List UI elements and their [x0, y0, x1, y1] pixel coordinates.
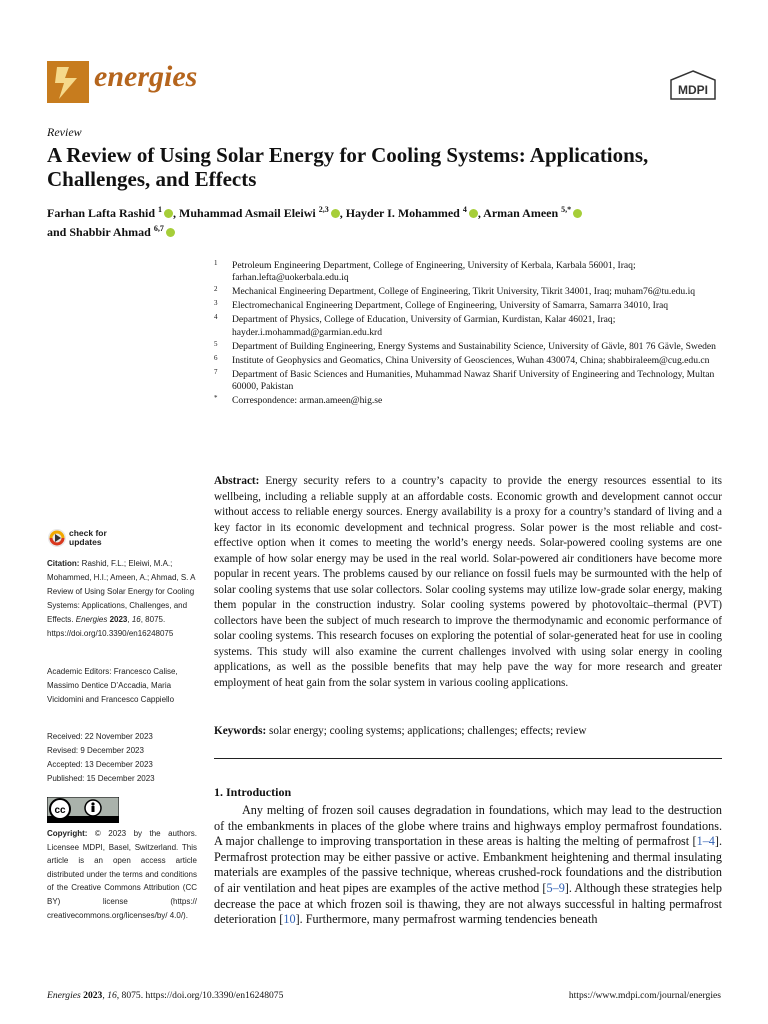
affiliation-number: * — [214, 394, 218, 403]
footer-volume: 16 — [107, 990, 117, 1001]
intro-text: ]. Although these strategies help decrease the pace at which frozen soil is thawing, they are not always successful in halting permafrost deterioration [ — [214, 880, 723, 927]
orcid-icon[interactable] — [469, 209, 478, 218]
energies-logo-icon — [47, 61, 89, 103]
copyright-label: Copyright: — [47, 829, 88, 838]
footer-journal: Energies — [47, 990, 81, 1001]
intro-text: Any melting of frozen soil causes degradation in foundations, which may lead to the destruction of the embankments in places of the globe where trains and highways employ permafrost foundations. A major challenge to improving transportation in these areas is halting the melting of permafrost [ — [214, 803, 722, 849]
author-affiliation-sup: 5,* — [561, 205, 572, 214]
author-name: Shabbir Ahmad $^{6,7}$ — [69, 225, 175, 239]
citation-year: 2023 — [109, 615, 128, 624]
orcid-icon[interactable] — [164, 209, 173, 218]
keywords-label: Keywords: — [214, 725, 267, 737]
copyright-text: © 2023 by the authors. Licensee MDPI, Basel, Switzerland. This article is an open access article distributed under the terms and conditions of the Creative Commons Attribution (CC BY) license (https:// creativecommons.org/licenses/by/ 4.0/). — [47, 829, 197, 920]
footer-doi[interactable]: , 8075. https://doi.org/10.3390/en16248075 — [116, 990, 284, 1001]
received-date: Received: 22 November 2023 — [47, 732, 153, 741]
citation-doi[interactable]: , 8075. https://doi.org/10.3390/en16248075 — [47, 615, 174, 638]
copyright-notice — [47, 827, 197, 922]
author-list: Farhan Lafta Rashid $^1$ , Muhammad Asmail Eleiwi $^{2,3}$ , Hayder I. Mohammed $^4$ , Arman Ameen $^{5,*}$ and Shabbir Ahmad $^{6,7}$ — [47, 202, 727, 240]
revised-date: Revised: 9 December 2023 — [47, 746, 144, 755]
journal-name[interactable]: energies — [94, 60, 198, 93]
cc-by-license-icon[interactable] — [47, 797, 119, 823]
affiliation-number: 1 — [214, 259, 218, 267]
author-affiliation-sup: 2,3 — [318, 205, 329, 214]
check-updates-label[interactable]: check for updates — [69, 528, 107, 547]
author-name: Arman Ameen $^{5,*}$ — [483, 206, 582, 220]
author-name: Muhammad Asmail Eleiwi $^{2,3}$ — [179, 206, 340, 220]
intro-paragraph — [214, 803, 722, 928]
author-affiliation-sup: 1 — [158, 205, 163, 214]
affiliation-item — [214, 300, 724, 312]
affiliation-text: Petroleum Engineering Department, College of Engineering, University of Kerbala, Karbala 56001, Iraq; farhan.lefta@uokerbala.edu.iq — [232, 260, 636, 284]
author-name: Farhan Lafta Rashid $^1$ — [47, 206, 173, 220]
affiliation-item — [214, 314, 724, 339]
publication-dates — [47, 730, 197, 786]
affiliation-number: 6 — [214, 353, 218, 362]
abstract-label: Abstract: — [214, 475, 260, 487]
affiliation-item — [214, 341, 724, 353]
academic-editors: Academic Editors: Francesco Calise, Massimo Dentice D’Accadia, Maria Vicidomini and Francesco Cappiello — [47, 667, 178, 704]
accepted-date: Accepted: 13 December 2023 — [47, 760, 153, 769]
svg-text:cc: cc — [54, 805, 66, 816]
affiliation-text: Correspondence: arman.ameen@hig.se — [232, 395, 383, 407]
affiliation-text: Department of Basic Sciences and Humanities, Muhammad Nawaz Sharif University of Engineering and Technology, Multan 60000, Pakistan — [232, 368, 715, 393]
section-heading: 1. Introduction — [214, 785, 292, 799]
citation-link[interactable]: 5–9 — [546, 880, 565, 895]
affiliation-number: 7 — [214, 367, 218, 376]
abstract — [214, 474, 722, 691]
author-affiliation-sup: 4 — [462, 205, 467, 214]
footer-citation: Energies 2023, 16, 8075. https://doi.org/10.3390/en16248075 — [47, 990, 284, 1001]
affiliation-number: 2 — [214, 285, 218, 294]
orcid-icon[interactable] — [331, 209, 340, 218]
affiliation-item — [214, 395, 724, 407]
affiliation-text: Department of Physics, College of Education, University of Garmian, Kurdistan, Kalar 46021, Iraq; hayder.i.mohammad@garmian.edu.krd — [232, 314, 616, 338]
orcid-icon[interactable] — [166, 228, 175, 237]
publisher-label: MDPI — [678, 83, 708, 97]
affiliation-item — [214, 369, 724, 394]
article-title: A Review of Using Solar Energy for Cooling Systems: Applications, Challenges, and Effects — [47, 143, 649, 191]
orcid-icon[interactable] — [573, 209, 582, 218]
affiliation-number: 5 — [214, 339, 218, 348]
intro-text: ]. Permafrost protection may be either passive or active. Embankment heightening and thermal insulating materials are examples of the passive technique, whereas crushed-rock foundations and the distribution of air ventilation and heat pipes are examples of the active method [ — [214, 834, 722, 895]
mdpi-logo-icon[interactable] — [668, 70, 718, 100]
affiliations — [214, 260, 724, 409]
affiliation-text: Electromechanical Engineering Department, College of Engineering, University of Samarra, Samarra 34010, Iraq — [232, 300, 669, 312]
check-updates-icon[interactable] — [47, 528, 67, 548]
citation-link[interactable]: 1–4 — [696, 834, 715, 849]
citation-link[interactable]: 10 — [283, 912, 296, 927]
journal-url[interactable]: https://www.mdpi.com/journal/energies — [568, 990, 721, 1001]
abstract-text: Energy security refers to a country’s capacity to provide the energy resources essential to its wellbeing, including a reliable supply at an affordable costs. Economic growth and development cannot occur without access to reliable energy sources. Energy availability is a proxy for a country’s standard of living and a key factor in its economic development and technical progress. Solar power is the most reliable and cost-effective option when it comes to meeting the world’s energy needs. Solar-powered cooling systems are one example of how solar energy may be used in the real world. Solar-powered air conditioners have become more popular in recent years. The problems caused by our reliance on fossil fuels may be surmounted with the help of solar cooling systems that use solar collectors. Solar cooling systems may utilize low-grade solar energy, making them popular in the construction industry. Solar cooling systems powered by photovoltaic–thermal (PVT) collectors have been the subject of much research to improve the thermodynamic and economic performance of solar cooling systems. This research focuses on exploring the potential of solar-generated heat for use in cooling systems. This study will also examine the current challenges involved with using solar energy in cooling applications, as well as the possible benefits that may help pave the way for more research and greater employment of heat gain from the solar system in various cooling applications. — [214, 475, 723, 689]
affiliation-number: 4 — [214, 313, 218, 322]
affiliation-number: 3 — [214, 299, 218, 308]
citation-volume: 16 — [131, 615, 141, 624]
affiliation-text: Institute of Geophysics and Geomatics, China University of Geosciences, Wuhan 430074, China; shabbiraleem@cug.edu.cn — [232, 354, 710, 366]
affiliation-item — [214, 260, 724, 285]
intro-text: ]. Furthermore, many permafrost warming tendencies beneath — [295, 912, 598, 927]
author-name: Hayder I. Mohammed $^4$ — [346, 206, 478, 220]
citation-text: Rashid, F.L.; Eleiwi, M.A.; Mohammed, H.I.; Ameen, A.; Ahmad, S. A Review of Using Solar Energy for Cooling Systems: Applications, Challenges, and Effects. — [47, 559, 196, 624]
article-type: Review — [47, 125, 82, 139]
affiliation-text: Department of Building Engineering, Energy Systems and Sustainability Science, University of Gävle, 801 76 Gävle, Sweden — [232, 340, 716, 352]
published-date: Published: 15 December 2023 — [47, 774, 155, 783]
affiliation-item — [214, 286, 724, 298]
footer-year: 2023 — [83, 990, 103, 1001]
author-affiliation-sup: 6,7 — [153, 224, 164, 233]
citation-label: Citation: — [47, 559, 80, 568]
keywords — [214, 725, 722, 737]
affiliation-item — [214, 355, 724, 367]
affiliation-text: Mechanical Engineering Department, College of Engineering, Tikrit University, Tikrit 34001, Iraq; muham76@tu.edu.iq — [232, 286, 696, 298]
divider — [214, 758, 722, 759]
keywords-text: solar energy; cooling systems; applications; challenges; effects; review — [269, 725, 587, 737]
citation-journal: Energies — [75, 615, 108, 624]
citation-block: Citation: Rashid, F.L.; Eleiwi, M.A.; Mohammed, H.I.; Ameen, A.; Ahmad, S. A Review of Using Solar Energy for Cooling Systems: Applications, Challenges, and Effects. Energies 2023, 16, 8075. https://doi.org/10.3390/en16248075 — [47, 559, 196, 638]
